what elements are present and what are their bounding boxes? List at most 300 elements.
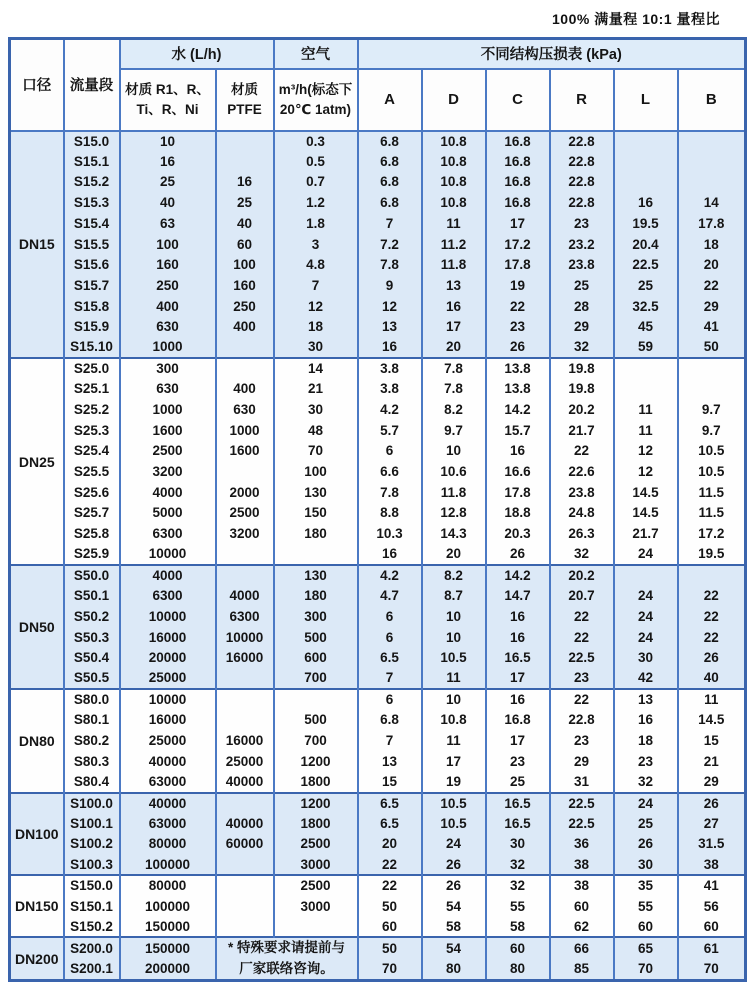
cell-pressure-r: 22 (550, 606, 614, 627)
cell-air: 4.8 (274, 255, 358, 276)
cell-pressure-r: 23 (550, 668, 614, 689)
cell-pressure-a: 6.8 (358, 193, 422, 214)
cell-water-metal: 10000 (120, 606, 216, 627)
cell-diameter: DN80 (10, 689, 64, 792)
cell-pressure-a: 6.5 (358, 793, 422, 814)
cell-pressure-d: 10.5 (422, 793, 486, 814)
cell-pressure-l: 24 (614, 606, 678, 627)
cell-pressure-a: 6 (358, 606, 422, 627)
header-col-a: A (358, 69, 422, 131)
cell-pressure-l: 55 (614, 896, 678, 917)
table-row (10, 689, 746, 710)
cell-air: 48 (274, 420, 358, 441)
cell-water-metal: 40 (120, 193, 216, 214)
cell-water-ptfe: 100 (216, 255, 274, 276)
cell-water-metal: 25000 (120, 730, 216, 751)
cell-pressure-r: 20.7 (550, 586, 614, 607)
cell-pressure-c: 32 (486, 875, 550, 896)
cell-air: 12 (274, 296, 358, 317)
cell-pressure-l: 16 (614, 710, 678, 731)
cell-water-ptfe (216, 668, 274, 689)
cell-pressure-b: 56 (678, 896, 746, 917)
cell-air: 70 (274, 441, 358, 462)
cell-water-metal: 10000 (120, 689, 216, 710)
cell-pressure-d: 11.8 (422, 255, 486, 276)
cell-pressure-a: 20 (358, 834, 422, 855)
table-row (10, 710, 746, 731)
cell-water-ptfe: 16000 (216, 648, 274, 669)
cell-flow-segment: S50.2 (64, 606, 120, 627)
cell-pressure-a: 3.8 (358, 379, 422, 400)
header-water: 水 (L/h) (120, 39, 274, 69)
table-row (10, 855, 746, 876)
cell-air: 2500 (274, 834, 358, 855)
cell-pressure-a: 6.5 (358, 813, 422, 834)
cell-pressure-b: 38 (678, 855, 746, 876)
cell-pressure-b (678, 151, 746, 172)
cell-water-ptfe (216, 462, 274, 483)
cell-pressure-l: 14.5 (614, 482, 678, 503)
cell-flow-segment: S150.2 (64, 917, 120, 938)
cell-pressure-c: 17.8 (486, 255, 550, 276)
cell-pressure-d: 54 (422, 937, 486, 959)
cell-water-metal: 10000 (120, 544, 216, 565)
cell-water-ptfe: 250 (216, 296, 274, 317)
cell-flow-segment: S80.0 (64, 689, 120, 710)
cell-pressure-b (678, 379, 746, 400)
cell-water-metal: 25000 (120, 668, 216, 689)
cell-pressure-b: 19.5 (678, 544, 746, 565)
cell-pressure-l: 11 (614, 420, 678, 441)
cell-pressure-d: 10.8 (422, 131, 486, 152)
cell-pressure-b: 20 (678, 255, 746, 276)
cell-water-ptfe: 630 (216, 399, 274, 420)
cell-water-metal: 4000 (120, 482, 216, 503)
cell-pressure-c: 23 (486, 751, 550, 772)
cell-pressure-a: 6 (358, 689, 422, 710)
cell-pressure-c: 17.8 (486, 482, 550, 503)
cell-pressure-b: 17.2 (678, 524, 746, 545)
cell-pressure-a: 6.6 (358, 462, 422, 483)
cell-flow-segment: S100.1 (64, 813, 120, 834)
cell-pressure-r: 38 (550, 875, 614, 896)
cell-flow-segment: S15.7 (64, 275, 120, 296)
cell-water-metal: 10 (120, 131, 216, 152)
cell-pressure-c: 26 (486, 337, 550, 358)
cell-pressure-r: 22.5 (550, 793, 614, 814)
cell-pressure-l: 21.7 (614, 524, 678, 545)
table-row (10, 151, 746, 172)
cell-pressure-a: 13 (358, 751, 422, 772)
cell-pressure-l: 65 (614, 937, 678, 959)
cell-water-metal: 16 (120, 151, 216, 172)
cell-pressure-b: 14.5 (678, 710, 746, 731)
cell-pressure-d: 10.6 (422, 462, 486, 483)
cell-pressure-b: 11.5 (678, 482, 746, 503)
header-col-d: D (422, 69, 486, 131)
cell-air: 100 (274, 462, 358, 483)
table-row (10, 399, 746, 420)
cell-pressure-b: 21 (678, 751, 746, 772)
table-row (10, 875, 746, 896)
cell-flow-segment: S25.7 (64, 503, 120, 524)
table-row (10, 296, 746, 317)
cell-pressure-b: 41 (678, 875, 746, 896)
cell-pressure-d: 8.2 (422, 565, 486, 586)
cell-air: 180 (274, 524, 358, 545)
cell-pressure-d: 24 (422, 834, 486, 855)
cell-pressure-b (678, 131, 746, 152)
cell-water-metal: 300 (120, 358, 216, 379)
cell-pressure-c: 13.8 (486, 358, 550, 379)
cell-air: 1.8 (274, 213, 358, 234)
cell-pressure-r: 24.8 (550, 503, 614, 524)
cell-water-metal: 20000 (120, 648, 216, 669)
cell-pressure-l: 12 (614, 441, 678, 462)
cell-water-ptfe: 40000 (216, 772, 274, 793)
cell-pressure-c: 13.8 (486, 379, 550, 400)
cell-pressure-d: 9.7 (422, 420, 486, 441)
cell-pressure-d: 8.2 (422, 399, 486, 420)
cell-pressure-r: 28 (550, 296, 614, 317)
cell-pressure-b: 11.5 (678, 503, 746, 524)
cell-flow-segment: S100.3 (64, 855, 120, 876)
cell-pressure-d: 11 (422, 213, 486, 234)
cell-pressure-r: 26.3 (550, 524, 614, 545)
cell-flow-segment: S50.0 (64, 565, 120, 586)
header-diameter: 口径 (10, 39, 64, 131)
table-row (10, 565, 746, 586)
table-row (10, 462, 746, 483)
table-row (10, 213, 746, 234)
table-row (10, 524, 746, 545)
cell-pressure-d: 10.8 (422, 151, 486, 172)
cell-pressure-a: 7 (358, 730, 422, 751)
cell-pressure-d: 11 (422, 668, 486, 689)
cell-pressure-b: 22 (678, 606, 746, 627)
cell-water-ptfe: 160 (216, 275, 274, 296)
cell-pressure-l: 42 (614, 668, 678, 689)
cell-air: 3000 (274, 896, 358, 917)
cell-pressure-d: 58 (422, 917, 486, 938)
cell-pressure-c: 20.3 (486, 524, 550, 545)
cell-pressure-l: 26 (614, 834, 678, 855)
cell-water-ptfe (216, 131, 274, 152)
table-row (10, 317, 746, 338)
cell-water-ptfe (216, 689, 274, 710)
cell-pressure-a: 16 (358, 337, 422, 358)
section-dn15 (10, 131, 746, 359)
table-row (10, 937, 746, 959)
cell-pressure-d: 80 (422, 959, 486, 981)
cell-pressure-d: 11.2 (422, 234, 486, 255)
cell-flow-segment: S200.1 (64, 959, 120, 981)
cell-flow-segment: S15.2 (64, 172, 120, 193)
table-row (10, 772, 746, 793)
cell-pressure-l: 60 (614, 917, 678, 938)
cell-pressure-r: 20.2 (550, 565, 614, 586)
cell-pressure-a: 3.8 (358, 358, 422, 379)
cell-water-ptfe: 16000 (216, 730, 274, 751)
cell-pressure-a: 7.8 (358, 255, 422, 276)
cell-pressure-b: 22 (678, 586, 746, 607)
cell-flow-segment: S15.6 (64, 255, 120, 276)
cell-flow-segment: S100.2 (64, 834, 120, 855)
cell-pressure-b: 17.8 (678, 213, 746, 234)
cell-pressure-d: 10.5 (422, 648, 486, 669)
cell-pressure-a: 16 (358, 544, 422, 565)
cell-pressure-r: 20.2 (550, 399, 614, 420)
cell-air: 30 (274, 337, 358, 358)
cell-pressure-d: 10.8 (422, 193, 486, 214)
cell-air: 130 (274, 565, 358, 586)
cell-pressure-r: 36 (550, 834, 614, 855)
cell-diameter: DN25 (10, 358, 64, 565)
cell-water-metal: 6300 (120, 586, 216, 607)
cell-pressure-r: 22.5 (550, 813, 614, 834)
cell-water-ptfe: 4000 (216, 586, 274, 607)
cell-water-ptfe: 400 (216, 317, 274, 338)
cell-pressure-l (614, 358, 678, 379)
cell-pressure-l: 11 (614, 399, 678, 420)
cell-water-ptfe: 3200 (216, 524, 274, 545)
table-row (10, 379, 746, 400)
cell-water-ptfe: 60000 (216, 834, 274, 855)
cell-pressure-c: 14.2 (486, 565, 550, 586)
cell-water-metal: 1600 (120, 420, 216, 441)
cell-pressure-b (678, 358, 746, 379)
cell-pressure-d: 10 (422, 689, 486, 710)
cell-pressure-b: 14 (678, 193, 746, 214)
cell-air: 1.2 (274, 193, 358, 214)
cell-diameter: DN200 (10, 937, 64, 980)
cell-air: 0.5 (274, 151, 358, 172)
table-row (10, 730, 746, 751)
table-row (10, 793, 746, 814)
cell-pressure-b: 50 (678, 337, 746, 358)
table-row (10, 172, 746, 193)
cell-water-metal: 4000 (120, 565, 216, 586)
cell-air: 180 (274, 586, 358, 607)
cell-pressure-b: 70 (678, 959, 746, 981)
cell-pressure-a: 7.8 (358, 482, 422, 503)
cell-pressure-r: 23 (550, 730, 614, 751)
cell-pressure-c: 14.7 (486, 586, 550, 607)
cell-pressure-c: 25 (486, 772, 550, 793)
cell-air (274, 689, 358, 710)
cell-water-ptfe (216, 875, 274, 896)
cell-water-metal: 3200 (120, 462, 216, 483)
table-row (10, 482, 746, 503)
cell-air: 1800 (274, 772, 358, 793)
cell-pressure-c: 16.8 (486, 131, 550, 152)
table-row (10, 275, 746, 296)
cell-water-ptfe: 1000 (216, 420, 274, 441)
cell-air: 3000 (274, 855, 358, 876)
cell-water-metal: 63000 (120, 772, 216, 793)
cell-pressure-d: 7.8 (422, 379, 486, 400)
cell-pressure-r: 66 (550, 937, 614, 959)
cell-pressure-b: 60 (678, 917, 746, 938)
cell-pressure-c: 58 (486, 917, 550, 938)
cell-pressure-r: 22.8 (550, 710, 614, 731)
header-col-l: L (614, 69, 678, 131)
section-dn150 (10, 875, 746, 937)
cell-pressure-r: 23.8 (550, 255, 614, 276)
cell-air: 0.3 (274, 131, 358, 152)
cell-water-metal: 63 (120, 213, 216, 234)
cell-pressure-c: 16.5 (486, 648, 550, 669)
cell-diameter: DN50 (10, 565, 64, 689)
cell-pressure-a: 13 (358, 317, 422, 338)
cell-pressure-r: 32 (550, 337, 614, 358)
header-col-b: B (678, 69, 746, 131)
cell-pressure-c: 14.2 (486, 399, 550, 420)
cell-pressure-d: 19 (422, 772, 486, 793)
cell-water-ptfe (216, 855, 274, 876)
cell-pressure-c: 23 (486, 317, 550, 338)
cell-flow-segment: S15.0 (64, 131, 120, 152)
section-dn200 (10, 937, 746, 980)
table-row (10, 131, 746, 152)
table-row (10, 668, 746, 689)
table-row (10, 813, 746, 834)
table-row (10, 959, 746, 981)
cell-flow-segment: S25.9 (64, 544, 120, 565)
cell-pressure-b: 41 (678, 317, 746, 338)
cell-flow-segment: S150.1 (64, 896, 120, 917)
cell-water-ptfe: 10000 (216, 627, 274, 648)
cell-water-metal: 40000 (120, 751, 216, 772)
cell-pressure-d: 17 (422, 751, 486, 772)
cell-pressure-l: 30 (614, 648, 678, 669)
cell-pressure-r: 29 (550, 751, 614, 772)
cell-pressure-a: 15 (358, 772, 422, 793)
cell-pressure-b (678, 565, 746, 586)
table-row (10, 337, 746, 358)
cell-water-metal: 40000 (120, 793, 216, 814)
cell-air: 21 (274, 379, 358, 400)
cell-water-ptfe (216, 337, 274, 358)
cell-pressure-a: 4.2 (358, 565, 422, 586)
cell-pressure-d: 10 (422, 606, 486, 627)
header-row-2 (10, 69, 746, 131)
cell-pressure-c: 16.8 (486, 172, 550, 193)
cell-pressure-b: 29 (678, 296, 746, 317)
cell-pressure-r: 19.8 (550, 358, 614, 379)
cell-pressure-c: 16 (486, 689, 550, 710)
cell-pressure-r: 22.8 (550, 193, 614, 214)
table-row (10, 441, 746, 462)
cell-pressure-c: 19 (486, 275, 550, 296)
cell-pressure-a: 5.7 (358, 420, 422, 441)
cell-flow-segment: S25.3 (64, 420, 120, 441)
cell-water-metal: 25 (120, 172, 216, 193)
cell-flow-segment: S25.8 (64, 524, 120, 545)
cell-air (274, 544, 358, 565)
cell-flow-segment: S15.9 (64, 317, 120, 338)
cell-air: 1200 (274, 793, 358, 814)
cell-water-ptfe: 2000 (216, 482, 274, 503)
cell-pressure-r: 22 (550, 689, 614, 710)
cell-water-ptfe (216, 710, 274, 731)
table-header (10, 39, 746, 131)
cell-air: 1200 (274, 751, 358, 772)
cell-air: 700 (274, 730, 358, 751)
cell-water-metal: 1000 (120, 399, 216, 420)
cell-water-ptfe: 40 (216, 213, 274, 234)
cell-pressure-d: 13 (422, 275, 486, 296)
cell-water-metal: 630 (120, 317, 216, 338)
cell-pressure-l: 24 (614, 586, 678, 607)
cell-pressure-d: 20 (422, 337, 486, 358)
cell-flow-segment: S15.4 (64, 213, 120, 234)
section-dn25 (10, 358, 746, 565)
cell-air: 600 (274, 648, 358, 669)
cell-pressure-b: 26 (678, 793, 746, 814)
cell-flow-segment: S25.0 (64, 358, 120, 379)
cell-water-ptfe: 60 (216, 234, 274, 255)
cell-pressure-a: 6.8 (358, 151, 422, 172)
cell-diameter: DN15 (10, 131, 64, 359)
cell-pressure-a: 6 (358, 441, 422, 462)
cell-flow-segment: S15.5 (64, 234, 120, 255)
cell-water-metal: 160 (120, 255, 216, 276)
cell-pressure-b: 15 (678, 730, 746, 751)
cell-water-ptfe (216, 896, 274, 917)
cell-water-metal: 630 (120, 379, 216, 400)
cell-water-metal: 80000 (120, 875, 216, 896)
cell-water-metal: 200000 (120, 959, 216, 981)
cell-pressure-b: 22 (678, 275, 746, 296)
cell-pressure-l: 24 (614, 544, 678, 565)
cell-pressure-c: 16 (486, 627, 550, 648)
cell-flow-segment: S50.1 (64, 586, 120, 607)
cell-air: 7 (274, 275, 358, 296)
cell-pressure-d: 14.3 (422, 524, 486, 545)
cell-pressure-l: 25 (614, 813, 678, 834)
cell-pressure-l: 24 (614, 793, 678, 814)
cell-pressure-l (614, 172, 678, 193)
header-flow-segment: 流量段 (64, 39, 120, 131)
table-row (10, 896, 746, 917)
cell-pressure-l: 30 (614, 855, 678, 876)
cell-pressure-b: 61 (678, 937, 746, 959)
cell-water-metal: 150000 (120, 937, 216, 959)
cell-pressure-d: 12.8 (422, 503, 486, 524)
cell-air: 14 (274, 358, 358, 379)
cell-water-metal: 63000 (120, 813, 216, 834)
cell-diameter: DN100 (10, 793, 64, 876)
cell-pressure-c: 16.5 (486, 793, 550, 814)
cell-pressure-d: 10.5 (422, 813, 486, 834)
cell-pressure-l: 35 (614, 875, 678, 896)
cell-pressure-r: 21.7 (550, 420, 614, 441)
cell-pressure-r: 22 (550, 627, 614, 648)
cell-water-ptfe: 16 (216, 172, 274, 193)
cell-pressure-l: 12 (614, 462, 678, 483)
cell-pressure-d: 17 (422, 317, 486, 338)
cell-pressure-c: 26 (486, 544, 550, 565)
cell-water-metal: 5000 (120, 503, 216, 524)
cell-pressure-c: 16.8 (486, 193, 550, 214)
cell-air: 150 (274, 503, 358, 524)
cell-air (274, 917, 358, 938)
cell-pressure-r: 60 (550, 896, 614, 917)
cell-pressure-d: 54 (422, 896, 486, 917)
cell-pressure-b: 26 (678, 648, 746, 669)
cell-pressure-r: 22.6 (550, 462, 614, 483)
